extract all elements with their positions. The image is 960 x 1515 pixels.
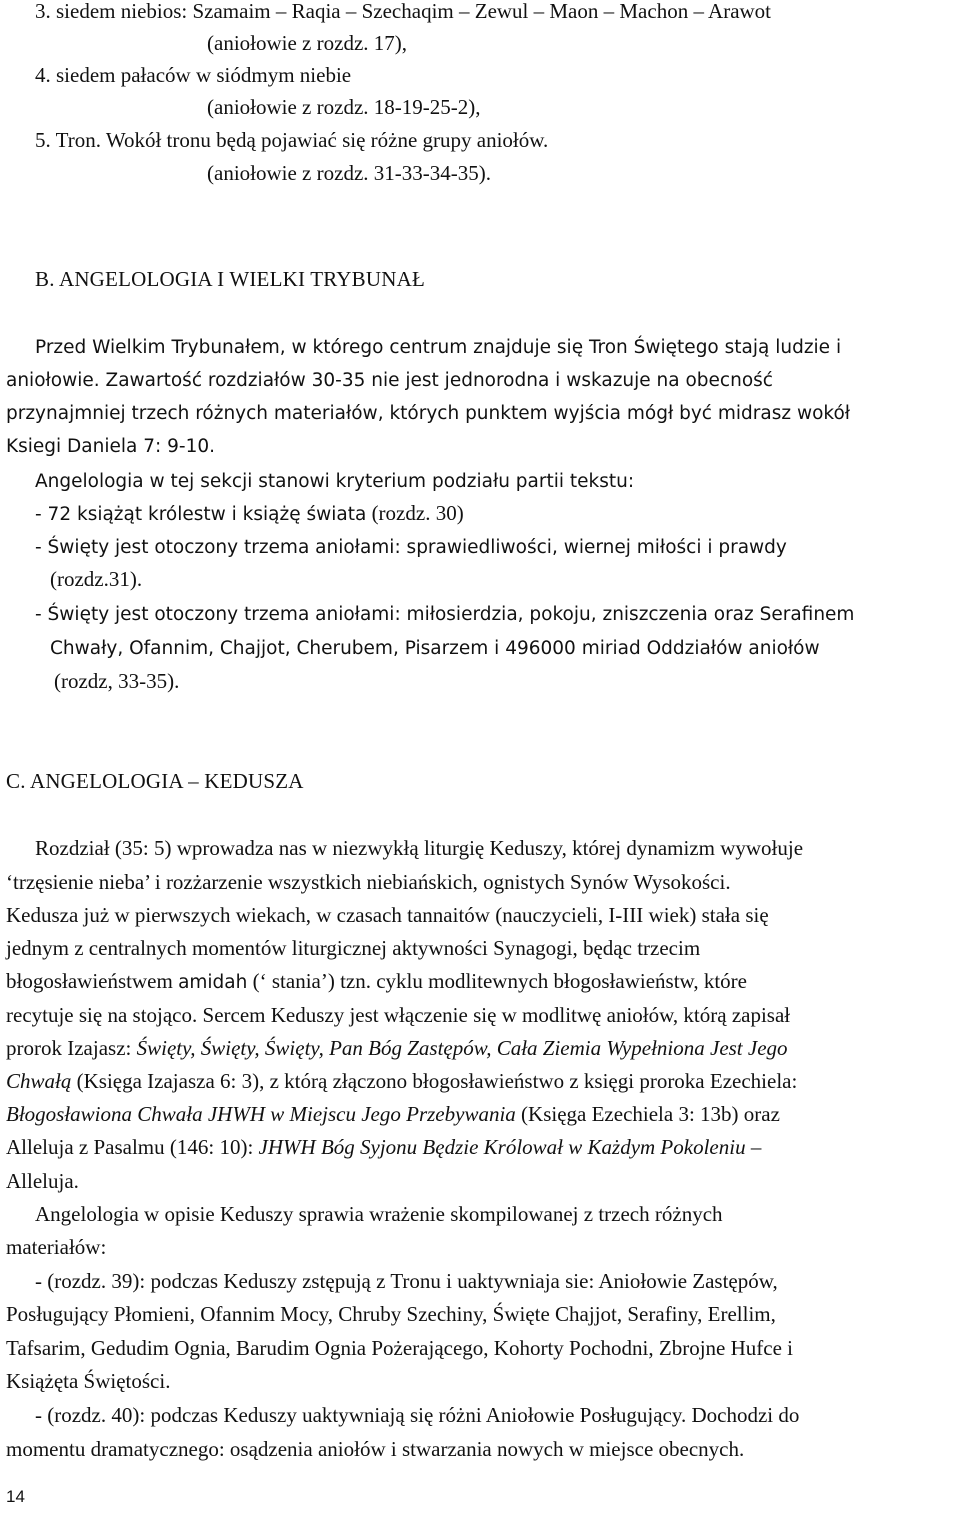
section-c-line-10: [6, 1134, 761, 1160]
page-number: 14: [6, 1487, 25, 1506]
section-c-para4-line-2: momentu dramatycznego: osądzenia aniołów i stwarzania nowych w miejsce obecnych.: [6, 1437, 745, 1461]
section-c-line-11: Alleluja.: [6, 1169, 79, 1193]
section-c-heading: C. ANGELOLOGIA – KEDUSZA: [6, 769, 304, 793]
section-c-para2-line-2: materiałów:: [6, 1235, 107, 1259]
section-c-para3-line-2: Posługujący Płomieni, Ofannim Mocy, Chruby Szechiny, Święte Chajjot, Serafiny, Erellim,: [6, 1302, 776, 1326]
section-c-line-3: [6, 902, 769, 928]
section-b-bullet-1b: (rozdz. 30): [366, 501, 464, 525]
section-b-line-3-text: przynajmniej trzech różnych materiałów, których punktem wyjścia mógł być midrasz wokół: [6, 403, 851, 424]
section-c-para4-line-1: [35, 1402, 799, 1428]
section-c-line-8a: Chwałą: [6, 1069, 72, 1093]
section-c-para3-line-1: [35, 1268, 778, 1294]
section-c-line-3a: Kedusza już w pierwszych wiekach, w czasach tannaitów (nauczycieli, I-III wiek): [6, 903, 697, 927]
section-c-line-6: [6, 1002, 790, 1028]
section-b-bullet-1: [35, 500, 464, 528]
list-item-3-cont: (aniołowie z rozdz. 17),: [207, 31, 408, 55]
section-c-para3-line-4: Książęta Świętości.: [6, 1369, 171, 1393]
section-c-line-5: [6, 968, 747, 996]
section-c-line-5b: amidah: [178, 972, 248, 993]
section-b-bullet-3a: - Święty jest otoczony trzema aniołami: miłosierdzia, pokoju, zniszczenia oraz Serafinem: [35, 604, 855, 625]
section-b-line-5-text: Angelologia w tej sekcji stanowi kryterium podziału partii tekstu:: [35, 471, 635, 492]
section-c-line-9: [6, 1101, 780, 1127]
section-c-line-7b: Święty, Święty, Święty, Pan Bóg Zastępów, Cała Ziemia Wypełniona Jest Jego: [136, 1036, 788, 1060]
section-c-line-9b: (Księga Ezechiela 3: 13b) oraz: [515, 1102, 780, 1126]
section-c-para4-line-1a: - (rozdz. 40):: [35, 1403, 146, 1427]
section-c-para3-line-3: Tafsarim, Gedudim Ognia, Barudim Ognia Pożerającego, Kohorty Pochodni, Zbrojne Hufce i: [6, 1336, 793, 1360]
section-b-line-2: [6, 366, 773, 394]
section-b-line-1-text: Przed Wielkim Trybunałem, w którego centrum znajduje się Tron Świętego stają ludzie i: [35, 337, 842, 358]
section-c-line-8b: (Księga Izajasza 6: 3), z którą złączono błogosławieństwo z księgi proroka Ezechiela:: [71, 1069, 798, 1093]
section-c-line-3b: stała się: [696, 903, 769, 927]
section-c-line-5c: (‘ stania’) tzn. cyklu modlitewnych błogosławieństw, które: [247, 969, 747, 993]
section-b-bullet-3-cont-2: (rozdz, 33-35).: [54, 669, 180, 693]
list-item-4-cont: (aniołowie z rozdz. 18-19-25-2),: [207, 95, 481, 119]
section-c-para4-line-1b: podczas Keduszy uaktywniają się różni Aniołowie Posługujący. Dochodzi do: [145, 1403, 800, 1427]
section-c-line-6a: recytuje się na stojąco.: [6, 1003, 198, 1027]
section-c-para2-line-1: Angelologia w opisie Keduszy sprawia wrażenie skompilowanej z trzech różnych: [35, 1202, 723, 1226]
section-b-line-4: [6, 432, 215, 460]
section-b-bullet-3-cont: [50, 634, 820, 662]
section-c-line-6b: Sercem Keduszy jest włączenie się w modlitwę aniołów, którą zapisał: [197, 1003, 791, 1027]
section-b-line-2b: Zawartość rozdziałów 30-35 nie jest jednorodna i wskazuje na obecność: [99, 370, 773, 391]
list-item-5-cont: (aniołowie z rozdz. 31-33-34-35).: [207, 161, 491, 185]
section-c-line-10b: JHWH Bóg Syjonu Będzie Królował w Każdym Pokoleniu –: [258, 1135, 762, 1159]
section-b-line-4-text: Ksiegi Daniela 7: 9-10.: [6, 436, 215, 457]
section-b-bullet-3b: Chwały, Ofannim, Chajjot, Cherubem, Pisarzem i 496000 miriad Oddziałów aniołów: [50, 638, 820, 659]
section-b-heading: B. ANGELOLOGIA I WIELKI TRYBUNAŁ: [35, 267, 426, 291]
section-b-bullet-2: [35, 533, 787, 561]
section-c-line-7a: prorok Izajasz:: [6, 1036, 137, 1060]
list-item-5: 5. Tron. Wokół tronu będą pojawiać się różne grupy aniołów.: [35, 128, 549, 152]
section-b-line-2a: aniołowie.: [6, 370, 100, 391]
section-b-bullet-1a: - 72 książąt królestw i książę świata: [35, 504, 367, 525]
section-b-bullet-2a: - Święty jest otoczony trzema aniołami: sprawiedliwości, wiernej miłości i prawdy: [35, 537, 787, 558]
section-c-line-1b: Keduszy, której dynamizm wywołuje: [489, 836, 804, 860]
section-b-line-3: [6, 399, 850, 427]
section-b-line-5: [35, 467, 634, 495]
section-c-line-8: [6, 1068, 797, 1094]
section-c-line-1a: Rozdział (35: 5) wprowadza nas w niezwykłą liturgię: [35, 836, 490, 860]
section-c-para3-line-1a: - (rozdz. 39):: [35, 1269, 146, 1293]
section-c-line-2: ‘trzęsienie nieba’ i rozżarzenie wszystkich niebiańskich, ognistych Synów Wysokości.: [6, 870, 731, 894]
section-c-line-10a: Alleluja z Pasalmu (146: 10):: [6, 1135, 259, 1159]
list-item-4: 4. siedem pałaców w siódmym niebie: [35, 63, 352, 87]
list-item-3: 3. siedem niebios: Szamaim – Raqia – Szechaqim – Zewul – Maon – Machon – Arawot: [35, 0, 772, 23]
section-c-line-9a: Błogosławiona Chwała JHWH w Miejscu Jego Przebywania: [6, 1102, 516, 1126]
section-b-bullet-2-cont: (rozdz.31).: [50, 567, 143, 591]
section-c-line-1: [35, 835, 803, 861]
section-c-line-7: [6, 1035, 788, 1061]
section-c-line-5a: błogosławieństwem: [6, 969, 179, 993]
section-b-line-1: [35, 333, 841, 361]
section-c-para3-line-1b: podczas Keduszy zstępują z Tronu i uaktywniaja sie: Aniołowie Zastępów,: [145, 1269, 778, 1293]
section-c-line-4: jednym z centralnych momentów liturgicznej aktywności Synagogi, będąc trzecim: [6, 936, 701, 960]
section-b-bullet-3: [35, 600, 854, 628]
